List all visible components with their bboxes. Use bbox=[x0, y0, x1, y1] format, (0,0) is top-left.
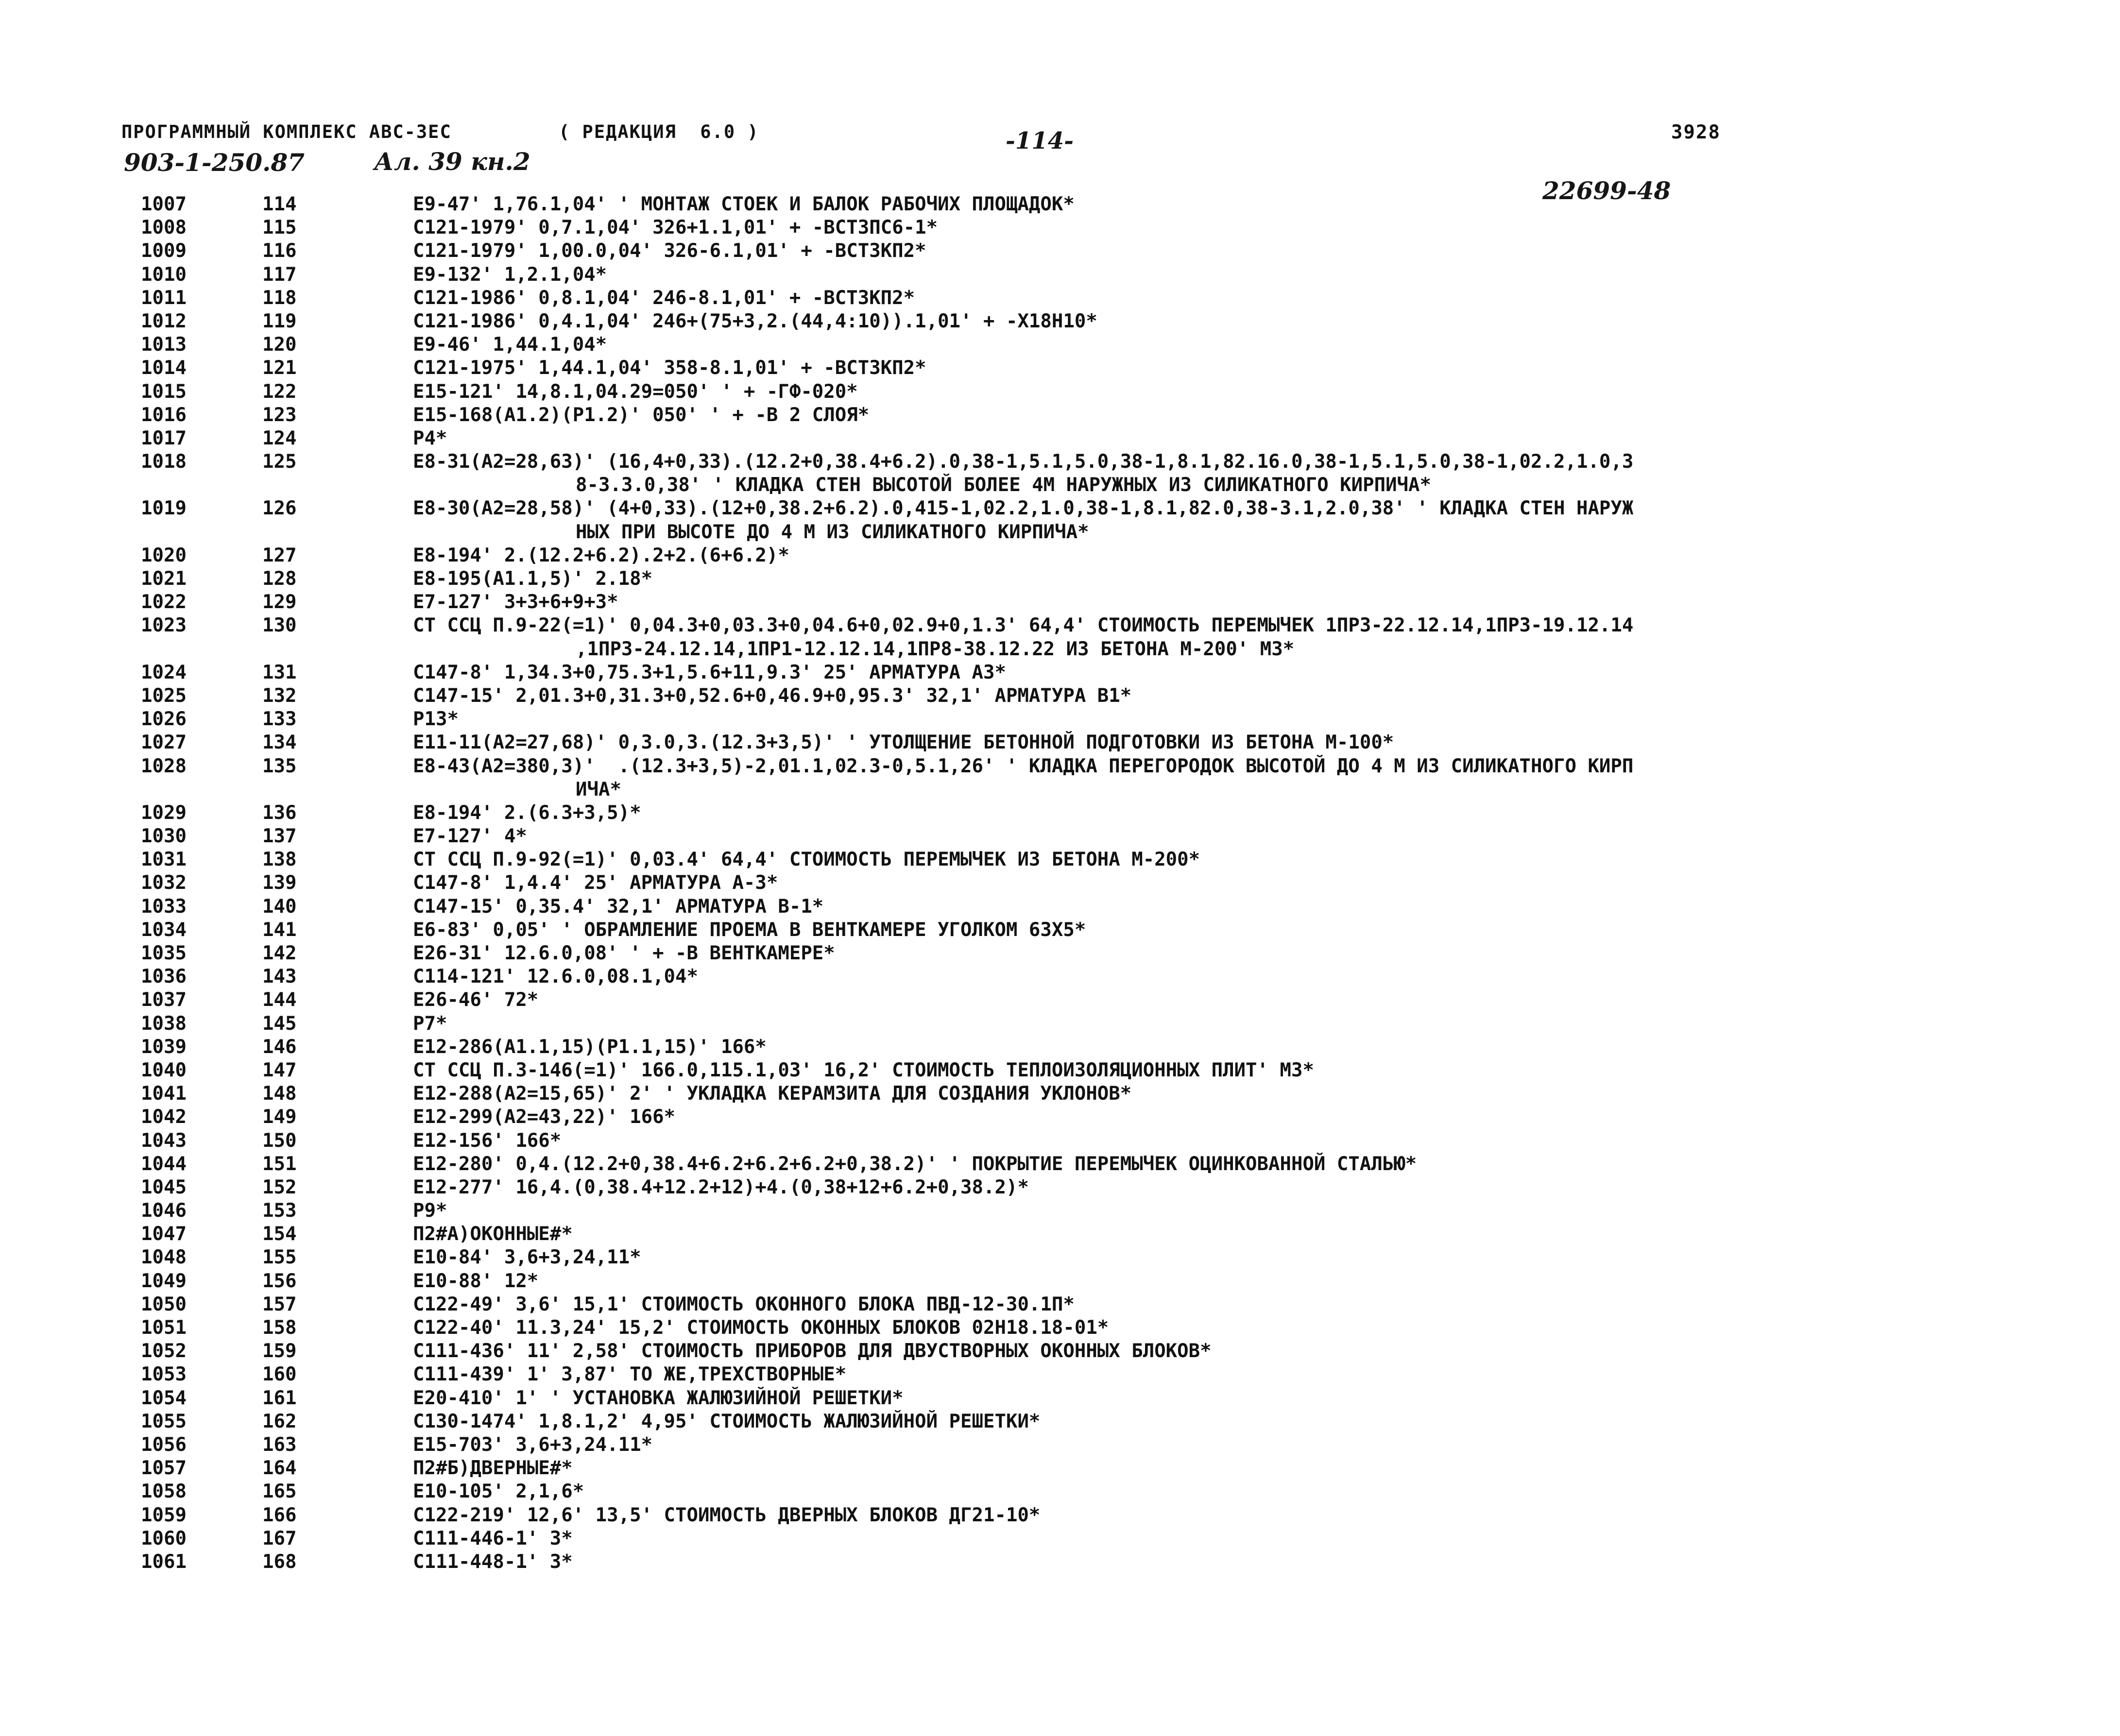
record-text: E20-410' 1' ' УСТАНОВКА ЖАЛЮЗИЙНОЙ РЕШЕТКИ* bbox=[413, 1387, 904, 1409]
item-number: 160 bbox=[262, 1363, 297, 1386]
record-text: СТ ССЦ П.3-146(=1)' 166.0,115.1,03' 16,2' СТОИМОСТЬ ТЕПЛОИЗОЛЯЦИОННЫХ ПЛИТ' М3* bbox=[413, 1059, 1314, 1081]
record-text: E15-121' 14,8.1,04.29=050' ' + -ГФ-020* bbox=[413, 380, 858, 403]
item-number: 141 bbox=[262, 919, 297, 941]
listing-row bbox=[0, 193, 2120, 216]
sheet-code: 3928 bbox=[1671, 121, 1721, 143]
listing-row bbox=[0, 1223, 2120, 1246]
listing-row bbox=[0, 1036, 2120, 1059]
item-number: 153 bbox=[262, 1200, 297, 1222]
line-number: 1047 bbox=[141, 1223, 187, 1245]
record-text: Р4* bbox=[413, 427, 447, 449]
line-number: 1034 bbox=[141, 919, 187, 941]
record-text: C114-121' 12.6.0,08.1,04* bbox=[413, 966, 698, 988]
item-number: 121 bbox=[262, 357, 297, 379]
line-number: 1028 bbox=[141, 755, 187, 777]
listing-row bbox=[0, 755, 2120, 778]
listing-row bbox=[0, 684, 2120, 708]
line-number: 1022 bbox=[141, 591, 187, 613]
listing-row bbox=[0, 357, 2120, 380]
item-number: 159 bbox=[262, 1340, 297, 1362]
listing-row-continuation bbox=[0, 521, 2120, 544]
listing-row bbox=[0, 895, 2120, 919]
record-text: E10-84' 3,6+3,24,11* bbox=[413, 1246, 641, 1269]
item-number: 127 bbox=[262, 544, 297, 566]
listing-row bbox=[0, 1340, 2120, 1363]
listing-row bbox=[0, 1270, 2120, 1293]
record-text: E12-288(A2=15,65)' 2' ' УКЛАДКА КЕРАМЗИТА ДЛЯ СОЗДАНИЯ УКЛОНОВ* bbox=[413, 1083, 1132, 1105]
line-number: 1023 bbox=[141, 614, 187, 637]
line-number: 1058 bbox=[141, 1481, 187, 1503]
line-number: 1053 bbox=[141, 1363, 187, 1386]
item-number: 115 bbox=[262, 217, 297, 239]
line-number: 1040 bbox=[141, 1059, 187, 1081]
listing-row bbox=[0, 427, 2120, 450]
line-number: 1049 bbox=[141, 1270, 187, 1292]
item-number: 158 bbox=[262, 1317, 297, 1339]
item-number: 166 bbox=[262, 1504, 297, 1526]
record-text: П2#Б)ДВЕРНЫЕ#* bbox=[413, 1457, 573, 1480]
line-number: 1033 bbox=[141, 895, 187, 918]
item-number: 156 bbox=[262, 1270, 297, 1292]
record-text: C121-1979' 1,00.0,04' 326-6.1,01' + -ВСТ3КП2* bbox=[413, 240, 926, 262]
listing-row bbox=[0, 1387, 2120, 1410]
record-text: E15-703' 3,6+3,24.11* bbox=[413, 1433, 653, 1456]
record-text: C147-8' 1,4.4' 25' АРМАТУРА А-3* bbox=[413, 872, 778, 894]
line-number: 1044 bbox=[141, 1153, 187, 1175]
item-number: 135 bbox=[262, 755, 297, 777]
line-number: 1013 bbox=[141, 334, 187, 356]
item-number: 118 bbox=[262, 287, 297, 309]
record-text: E8-31(A2=28,63)' (16,4+0,33).(12.2+0,38.4+6.2).0,38-1,5.1,5.0,38-1,8.1,82.16.0,38-1,5.1,5.0,38-1,02.2,1.0,3 bbox=[413, 451, 1634, 473]
line-number: 1024 bbox=[141, 661, 187, 683]
listing-row-continuation bbox=[0, 474, 2120, 497]
line-number: 1038 bbox=[141, 1012, 187, 1035]
item-number: 140 bbox=[262, 895, 297, 918]
listing-row bbox=[0, 287, 2120, 310]
record-text: C147-15' 0,35.4' 32,1' АРМАТУРА В-1* bbox=[413, 895, 824, 918]
listing-row bbox=[0, 1106, 2120, 1129]
record-text: C121-1979' 0,7.1,04' 326+1.1,01' + -ВСТ3ПС6-1* bbox=[413, 217, 938, 239]
edition-label: ( РЕДАКЦИЯ 6.0 ) bbox=[559, 121, 759, 142]
listing-row bbox=[0, 825, 2120, 848]
listing-row bbox=[0, 661, 2120, 684]
record-text-continuation: ИЧА* bbox=[576, 778, 621, 800]
record-text-continuation: ,1ПР3-24.12.14,1ПР1-12.12.14,1ПР8-38.12.22 ИЗ БЕТОНА М-200' М3* bbox=[576, 638, 1295, 660]
record-text: C121-1975' 1,44.1,04' 358-8.1,01' + -ВСТ3КП2* bbox=[413, 357, 926, 379]
listing-row bbox=[0, 708, 2120, 731]
item-number: 152 bbox=[262, 1176, 297, 1198]
listing-row bbox=[0, 1153, 2120, 1176]
record-text: C111-448-1' 3* bbox=[413, 1550, 573, 1573]
listing-row bbox=[0, 1550, 2120, 1574]
item-number: 142 bbox=[262, 942, 297, 964]
record-text-continuation: 8-3.3.0,38' ' КЛАДКА СТЕН ВЫСОТОЙ БОЛЕЕ 4М НАРУЖНЫХ ИЗ СИЛИКАТНОГО КИРПИЧА* bbox=[576, 474, 1431, 496]
record-text: E9-47' 1,76.1,04' ' МОНТАЖ СТОЕК И БАЛОК РАБОЧИХ ПЛОЩАДОК* bbox=[413, 193, 1075, 215]
line-number: 1031 bbox=[141, 849, 187, 871]
listing-row bbox=[0, 404, 2120, 427]
line-number: 1017 bbox=[141, 427, 187, 449]
item-number: 132 bbox=[262, 684, 297, 707]
listing-row bbox=[0, 919, 2120, 942]
listing-row bbox=[0, 1059, 2120, 1082]
line-number: 1052 bbox=[141, 1340, 187, 1362]
listing-row bbox=[0, 310, 2120, 333]
item-number: 150 bbox=[262, 1129, 297, 1152]
listing-row bbox=[0, 1527, 2120, 1550]
item-number: 157 bbox=[262, 1293, 297, 1315]
listing-row bbox=[0, 1480, 2120, 1503]
item-number: 155 bbox=[262, 1246, 297, 1269]
record-text: E12-299(A2=43,22)' 166* bbox=[413, 1106, 676, 1128]
line-number: 1060 bbox=[141, 1527, 187, 1549]
record-text: E26-46' 72* bbox=[413, 989, 539, 1011]
line-number: 1014 bbox=[141, 357, 187, 379]
item-number: 149 bbox=[262, 1106, 297, 1128]
item-number: 114 bbox=[262, 193, 297, 215]
record-text: E26-31' 12.6.0,08' ' + -В ВЕНТКАМЕРЕ* bbox=[413, 942, 835, 964]
listing-row bbox=[0, 567, 2120, 591]
line-number: 1051 bbox=[141, 1317, 187, 1339]
item-number: 122 bbox=[262, 380, 297, 403]
item-number: 136 bbox=[262, 801, 297, 824]
stamp-code: 22699-48 bbox=[1542, 176, 1671, 205]
item-number: 145 bbox=[262, 1012, 297, 1035]
item-number: 117 bbox=[262, 263, 297, 286]
line-number: 1011 bbox=[141, 287, 187, 309]
line-number: 1027 bbox=[141, 732, 187, 754]
item-number: 168 bbox=[262, 1550, 297, 1573]
line-number: 1035 bbox=[141, 942, 187, 964]
record-text: E10-88' 12* bbox=[413, 1270, 539, 1292]
listing-row bbox=[0, 591, 2120, 614]
line-number: 1054 bbox=[141, 1387, 187, 1409]
record-text: C147-8' 1,34.3+0,75.3+1,5.6+11,9.3' 25' АРМАТУРА А3* bbox=[413, 661, 1006, 683]
line-number: 1015 bbox=[141, 380, 187, 403]
item-number: 165 bbox=[262, 1481, 297, 1503]
record-text: E7-127' 4* bbox=[413, 825, 527, 848]
listing-row-continuation bbox=[0, 638, 2120, 661]
record-text: СТ ССЦ П.9-92(=1)' 0,03.4' 64,4' СТОИМОСТЬ ПЕРЕМЫЧЕК ИЗ БЕТОНА М-200* bbox=[413, 849, 1200, 871]
record-text: E8-30(A2=28,58)' (4+0,33).(12+0,38.2+6.2).0,415-1,02.2,1.0,38-1,8.1,82.0,38-3.1,2.0,38' ' КЛАДКА СТЕН НАРУЖ bbox=[413, 497, 1634, 520]
line-number: 1061 bbox=[141, 1550, 187, 1573]
listing-row bbox=[0, 1410, 2120, 1433]
item-number: 120 bbox=[262, 334, 297, 356]
line-number: 1021 bbox=[141, 568, 187, 590]
record-text: E11-11(A2=27,68)' 0,3.0,3.(12.3+3,5)' ' УТОЛЩЕНИЕ БЕТОННОЙ ПОДГОТОВКИ ИЗ БЕТОНА М-100* bbox=[413, 732, 1394, 754]
listing-row bbox=[0, 1082, 2120, 1106]
record-text: C122-40' 11.3,24' 15,2' СТОИМОСТЬ ОКОННЫХ БЛОКОВ 02Н18.18-01* bbox=[413, 1317, 1109, 1339]
line-number: 1045 bbox=[141, 1176, 187, 1198]
document-number: 903-1-250.87 bbox=[124, 148, 305, 177]
line-number: 1039 bbox=[141, 1036, 187, 1058]
item-number: 129 bbox=[262, 591, 297, 613]
listing-row bbox=[0, 731, 2120, 754]
line-number: 1019 bbox=[141, 497, 187, 520]
item-number: 138 bbox=[262, 849, 297, 871]
line-number: 1025 bbox=[141, 684, 187, 707]
listing-row bbox=[0, 1293, 2120, 1316]
album-reference: Ал. 39 кн.2 bbox=[374, 147, 530, 176]
record-text: C121-1986' 0,4.1,04' 246+(75+3,2.(44,4:10)).1,01' + -Х18Н10* bbox=[413, 310, 1097, 332]
record-text: E15-168(A1.2)(P1.2)' 050' ' + -В 2 СЛОЯ* bbox=[413, 404, 870, 426]
item-number: 119 bbox=[262, 310, 297, 332]
record-text: Р9* bbox=[413, 1200, 447, 1222]
line-number: 1057 bbox=[141, 1457, 187, 1480]
record-text: СТ ССЦ П.9-22(=1)' 0,04.3+0,03.3+0,04.6+0,02.9+0,1.3' 64,4' СТОИМОСТЬ ПЕРЕМЫЧЕК 1ПР3-22.12.14,1ПР3-19.12.14 bbox=[413, 614, 1634, 637]
line-number: 1043 bbox=[141, 1129, 187, 1152]
item-number: 147 bbox=[262, 1059, 297, 1081]
record-text: Р13* bbox=[413, 708, 459, 731]
record-text: E8-194' 2.(6.3+3,5)* bbox=[413, 801, 641, 824]
record-text: C147-15' 2,01.3+0,31.3+0,52.6+0,46.9+0,95.3' 32,1' АРМАТУРА В1* bbox=[413, 684, 1132, 707]
listing-row bbox=[0, 942, 2120, 965]
item-number: 146 bbox=[262, 1036, 297, 1058]
listing-row bbox=[0, 263, 2120, 287]
line-number: 1036 bbox=[141, 966, 187, 988]
item-number: 154 bbox=[262, 1223, 297, 1245]
record-text: П2#А)ОКОННЫЕ#* bbox=[413, 1223, 573, 1245]
item-number: 133 bbox=[262, 708, 297, 731]
item-number: 131 bbox=[262, 661, 297, 683]
record-text: C111-446-1' 3* bbox=[413, 1527, 573, 1549]
listing-row bbox=[0, 216, 2120, 239]
listing-rows bbox=[0, 193, 2120, 1574]
record-text: E12-156' 166* bbox=[413, 1129, 562, 1152]
line-number: 1032 bbox=[141, 872, 187, 894]
listing-row bbox=[0, 871, 2120, 895]
listing-row bbox=[0, 1246, 2120, 1269]
listing-row bbox=[0, 1504, 2120, 1527]
item-number: 134 bbox=[262, 732, 297, 754]
listing-row bbox=[0, 239, 2120, 263]
page-number: -114- bbox=[1006, 127, 1074, 154]
listing-row bbox=[0, 1129, 2120, 1153]
line-number: 1007 bbox=[141, 193, 187, 215]
line-number: 1026 bbox=[141, 708, 187, 731]
item-number: 162 bbox=[262, 1410, 297, 1432]
line-number: 1055 bbox=[141, 1410, 187, 1432]
line-number: 1012 bbox=[141, 310, 187, 332]
item-number: 123 bbox=[262, 404, 297, 426]
listing-row bbox=[0, 497, 2120, 520]
item-number: 148 bbox=[262, 1083, 297, 1105]
record-text: E12-286(A1.1,15)(P1.1,15)' 166* bbox=[413, 1036, 767, 1058]
line-number: 1009 bbox=[141, 240, 187, 262]
line-number: 1030 bbox=[141, 825, 187, 848]
record-text: E6-83' 0,05' ' ОБРАМЛЕНИЕ ПРОЕМА В ВЕНТКАМЕРЕ УГОЛКОМ 63Х5* bbox=[413, 919, 1086, 941]
line-number: 1029 bbox=[141, 801, 187, 824]
item-number: 143 bbox=[262, 966, 297, 988]
record-text: C111-436' 11' 2,58' СТОИМОСТЬ ПРИБОРОВ ДЛЯ ДВУСТВОРНЫХ ОКОННЫХ БЛОКОВ* bbox=[413, 1340, 1212, 1362]
line-number: 1048 bbox=[141, 1246, 187, 1269]
line-number: 1042 bbox=[141, 1106, 187, 1128]
line-number: 1010 bbox=[141, 263, 187, 286]
record-text: C122-219' 12,6' 13,5' СТОИМОСТЬ ДВЕРНЫХ БЛОКОВ ДГ21-10* bbox=[413, 1504, 1041, 1526]
item-number: 130 bbox=[262, 614, 297, 637]
listing-row bbox=[0, 848, 2120, 871]
item-number: 116 bbox=[262, 240, 297, 262]
record-text: C121-1986' 0,8.1,04' 246-8.1,01' + -ВСТ3КП2* bbox=[413, 287, 915, 309]
item-number: 126 bbox=[262, 497, 297, 520]
item-number: 125 bbox=[262, 451, 297, 473]
listing-row bbox=[0, 1316, 2120, 1340]
item-number: 139 bbox=[262, 872, 297, 894]
item-number: 144 bbox=[262, 989, 297, 1011]
listing-row bbox=[0, 614, 2120, 637]
listing-row bbox=[0, 965, 2120, 988]
line-number: 1037 bbox=[141, 989, 187, 1011]
record-text: E9-132' 1,2.1,04* bbox=[413, 263, 607, 286]
listing-row bbox=[0, 801, 2120, 825]
listing-row bbox=[0, 1457, 2120, 1480]
line-number: 1046 bbox=[141, 1200, 187, 1222]
record-text: C111-439' 1' 3,87' ТО ЖЕ,ТРЕХСТВОРНЫЕ* bbox=[413, 1363, 847, 1386]
listing-row bbox=[0, 1176, 2120, 1199]
line-number: 1059 bbox=[141, 1504, 187, 1526]
record-text-continuation: НЫХ ПРИ ВЫСОТЕ ДО 4 М ИЗ СИЛИКАТНОГО КИРПИЧА* bbox=[576, 521, 1089, 543]
item-number: 128 bbox=[262, 568, 297, 590]
line-number: 1018 bbox=[141, 451, 187, 473]
line-number: 1016 bbox=[141, 404, 187, 426]
line-number: 1008 bbox=[141, 217, 187, 239]
record-text: E8-194' 2.(12.2+6.2).2+2.(6+6.2)* bbox=[413, 544, 789, 566]
record-text: E9-46' 1,44.1,04* bbox=[413, 334, 607, 356]
record-text: E8-195(A1.1,5)' 2.18* bbox=[413, 568, 653, 590]
item-number: 151 bbox=[262, 1153, 297, 1175]
record-text: C130-1474' 1,8.1,2' 4,95' СТОИМОСТЬ ЖАЛЮЗИЙНОЙ РЕШЕТКИ* bbox=[413, 1410, 1041, 1432]
item-number: 137 bbox=[262, 825, 297, 848]
item-number: 164 bbox=[262, 1457, 297, 1480]
item-number: 163 bbox=[262, 1433, 297, 1456]
listing-row bbox=[0, 450, 2120, 474]
line-number: 1056 bbox=[141, 1433, 187, 1456]
listing-row bbox=[0, 333, 2120, 357]
program-title: ПРОГРАММНЫЙ КОМПЛЕКС АВС-3ЕС bbox=[121, 121, 452, 142]
record-text: Р7* bbox=[413, 1012, 447, 1035]
item-number: 161 bbox=[262, 1387, 297, 1409]
record-text: E12-277' 16,4.(0,38.4+12.2+12)+4.(0,38+12+6.2+0,38.2)* bbox=[413, 1176, 1029, 1198]
record-text: E12-280' 0,4.(12.2+0,38.4+6.2+6.2+6.2+0,38.2)' ' ПОКРЫТИЕ ПЕРЕМЫЧЕК ОЦИНКОВАННОЙ СТАЛЬЮ* bbox=[413, 1153, 1417, 1175]
item-number: 167 bbox=[262, 1527, 297, 1549]
listing-row-continuation bbox=[0, 778, 2120, 801]
line-number: 1020 bbox=[141, 544, 187, 566]
record-text: E7-127' 3+3+6+9+3* bbox=[413, 591, 618, 613]
listing-row bbox=[0, 1363, 2120, 1386]
listing-row bbox=[0, 988, 2120, 1012]
listing-row bbox=[0, 380, 2120, 404]
line-number: 1050 bbox=[141, 1293, 187, 1315]
listing-row bbox=[0, 1199, 2120, 1223]
listing-row bbox=[0, 1012, 2120, 1036]
line-number: 1041 bbox=[141, 1083, 187, 1105]
record-text: C122-49' 3,6' 15,1' СТОИМОСТЬ ОКОННОГО БЛОКА ПВД-12-30.1П* bbox=[413, 1293, 1075, 1315]
listing-row bbox=[0, 1433, 2120, 1457]
record-text: E10-105' 2,1,6* bbox=[413, 1481, 584, 1503]
listing-row bbox=[0, 544, 2120, 567]
item-number: 124 bbox=[262, 427, 297, 449]
record-text: E8-43(A2=380,3)' .(12.3+3,5)-2,01.1,02.3-0,5.1,26' ' КЛАДКА ПЕРЕГОРОДОК ВЫСОТОЙ ДО 4 М ИЗ СИЛИКАТНОГО КИРП bbox=[413, 755, 1634, 777]
